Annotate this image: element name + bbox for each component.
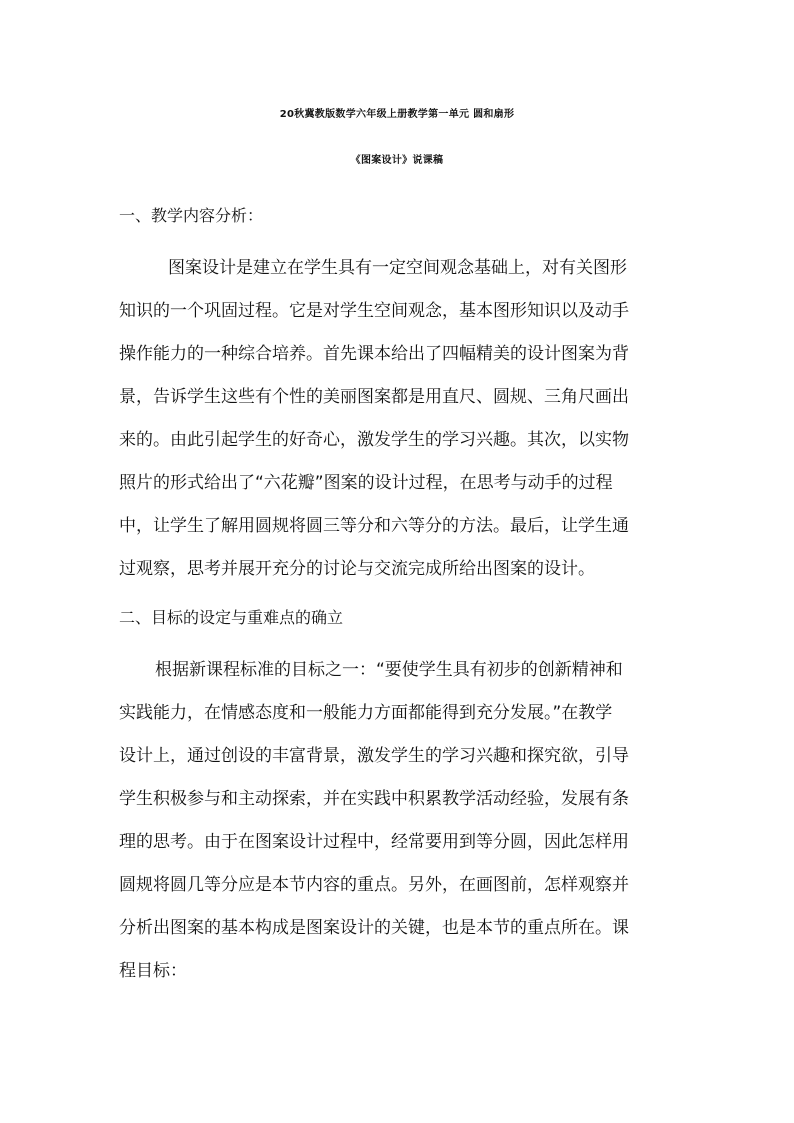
section-1-line: 来的。由此引起学生的好奇心，激发学生的学习兴趣。其次，以实物 xyxy=(119,430,629,450)
section-2-line: 学生积极参与和主动探索，并在实践中积累教学活动经验，发展有条 xyxy=(119,789,629,809)
section-2-line: 程目标： xyxy=(119,961,187,981)
section-2-line: 实践能力，在情感态度和一般能力方面都能得到充分发展。”在教学 xyxy=(119,703,613,723)
section-2-line: 根据新课程标准的目标之一：“要使学生具有初步的创新精神和 xyxy=(155,660,623,680)
section-1-line: 景，告诉学生这些有个性的美丽图案都是用直尺、圆规、三角尺画出 xyxy=(119,387,629,407)
document-title-line-2: 《图案设计》说课稿 xyxy=(350,155,444,166)
section-2-line: 圆规将圆几等分应是本节内容的重点。另外，在画图前，怎样观察并 xyxy=(119,875,629,895)
section-1-line: 图案设计是建立在学生具有一定空间观念基础上，对有关图形 xyxy=(168,258,627,278)
section-2-line: 设计上，通过创设的丰富背景，激发学生的学习兴趣和探究欲，引导 xyxy=(119,746,629,766)
section-2-heading: 二、目标的设定与重难点的确立 xyxy=(119,608,344,627)
section-1-line: 照片的形式给出了“六花瓣”图案的设计过程，在思考与动手的过程 xyxy=(119,473,613,493)
section-2-line: 分析出图案的基本构成是图案设计的关键，也是本节的重点所在。课 xyxy=(119,918,629,938)
section-2-line: 理的思考。由于在图案设计过程中，经常要用到等分圆，因此怎样用 xyxy=(119,832,629,852)
section-1-line: 操作能力的一种综合培养。首先课本给出了四幅精美的设计图案为背 xyxy=(119,344,629,364)
section-1-line: 过观察，思考并展开充分的讨论与交流完成所给出图案的设计。 xyxy=(119,559,595,579)
section-1-line: 知识的一个巩固过程。它是对学生空间观念，基本图形知识以及动手 xyxy=(119,301,629,321)
document-title-line-1: 20秋冀教版数学六年级上册教学第一单元 圆和扇形 xyxy=(279,109,515,120)
section-1-line: 中，让学生了解用圆规将圆三等分和六等分的方法。最后，让学生通 xyxy=(119,516,629,536)
section-1-heading: 一、教学内容分析： xyxy=(119,206,264,225)
